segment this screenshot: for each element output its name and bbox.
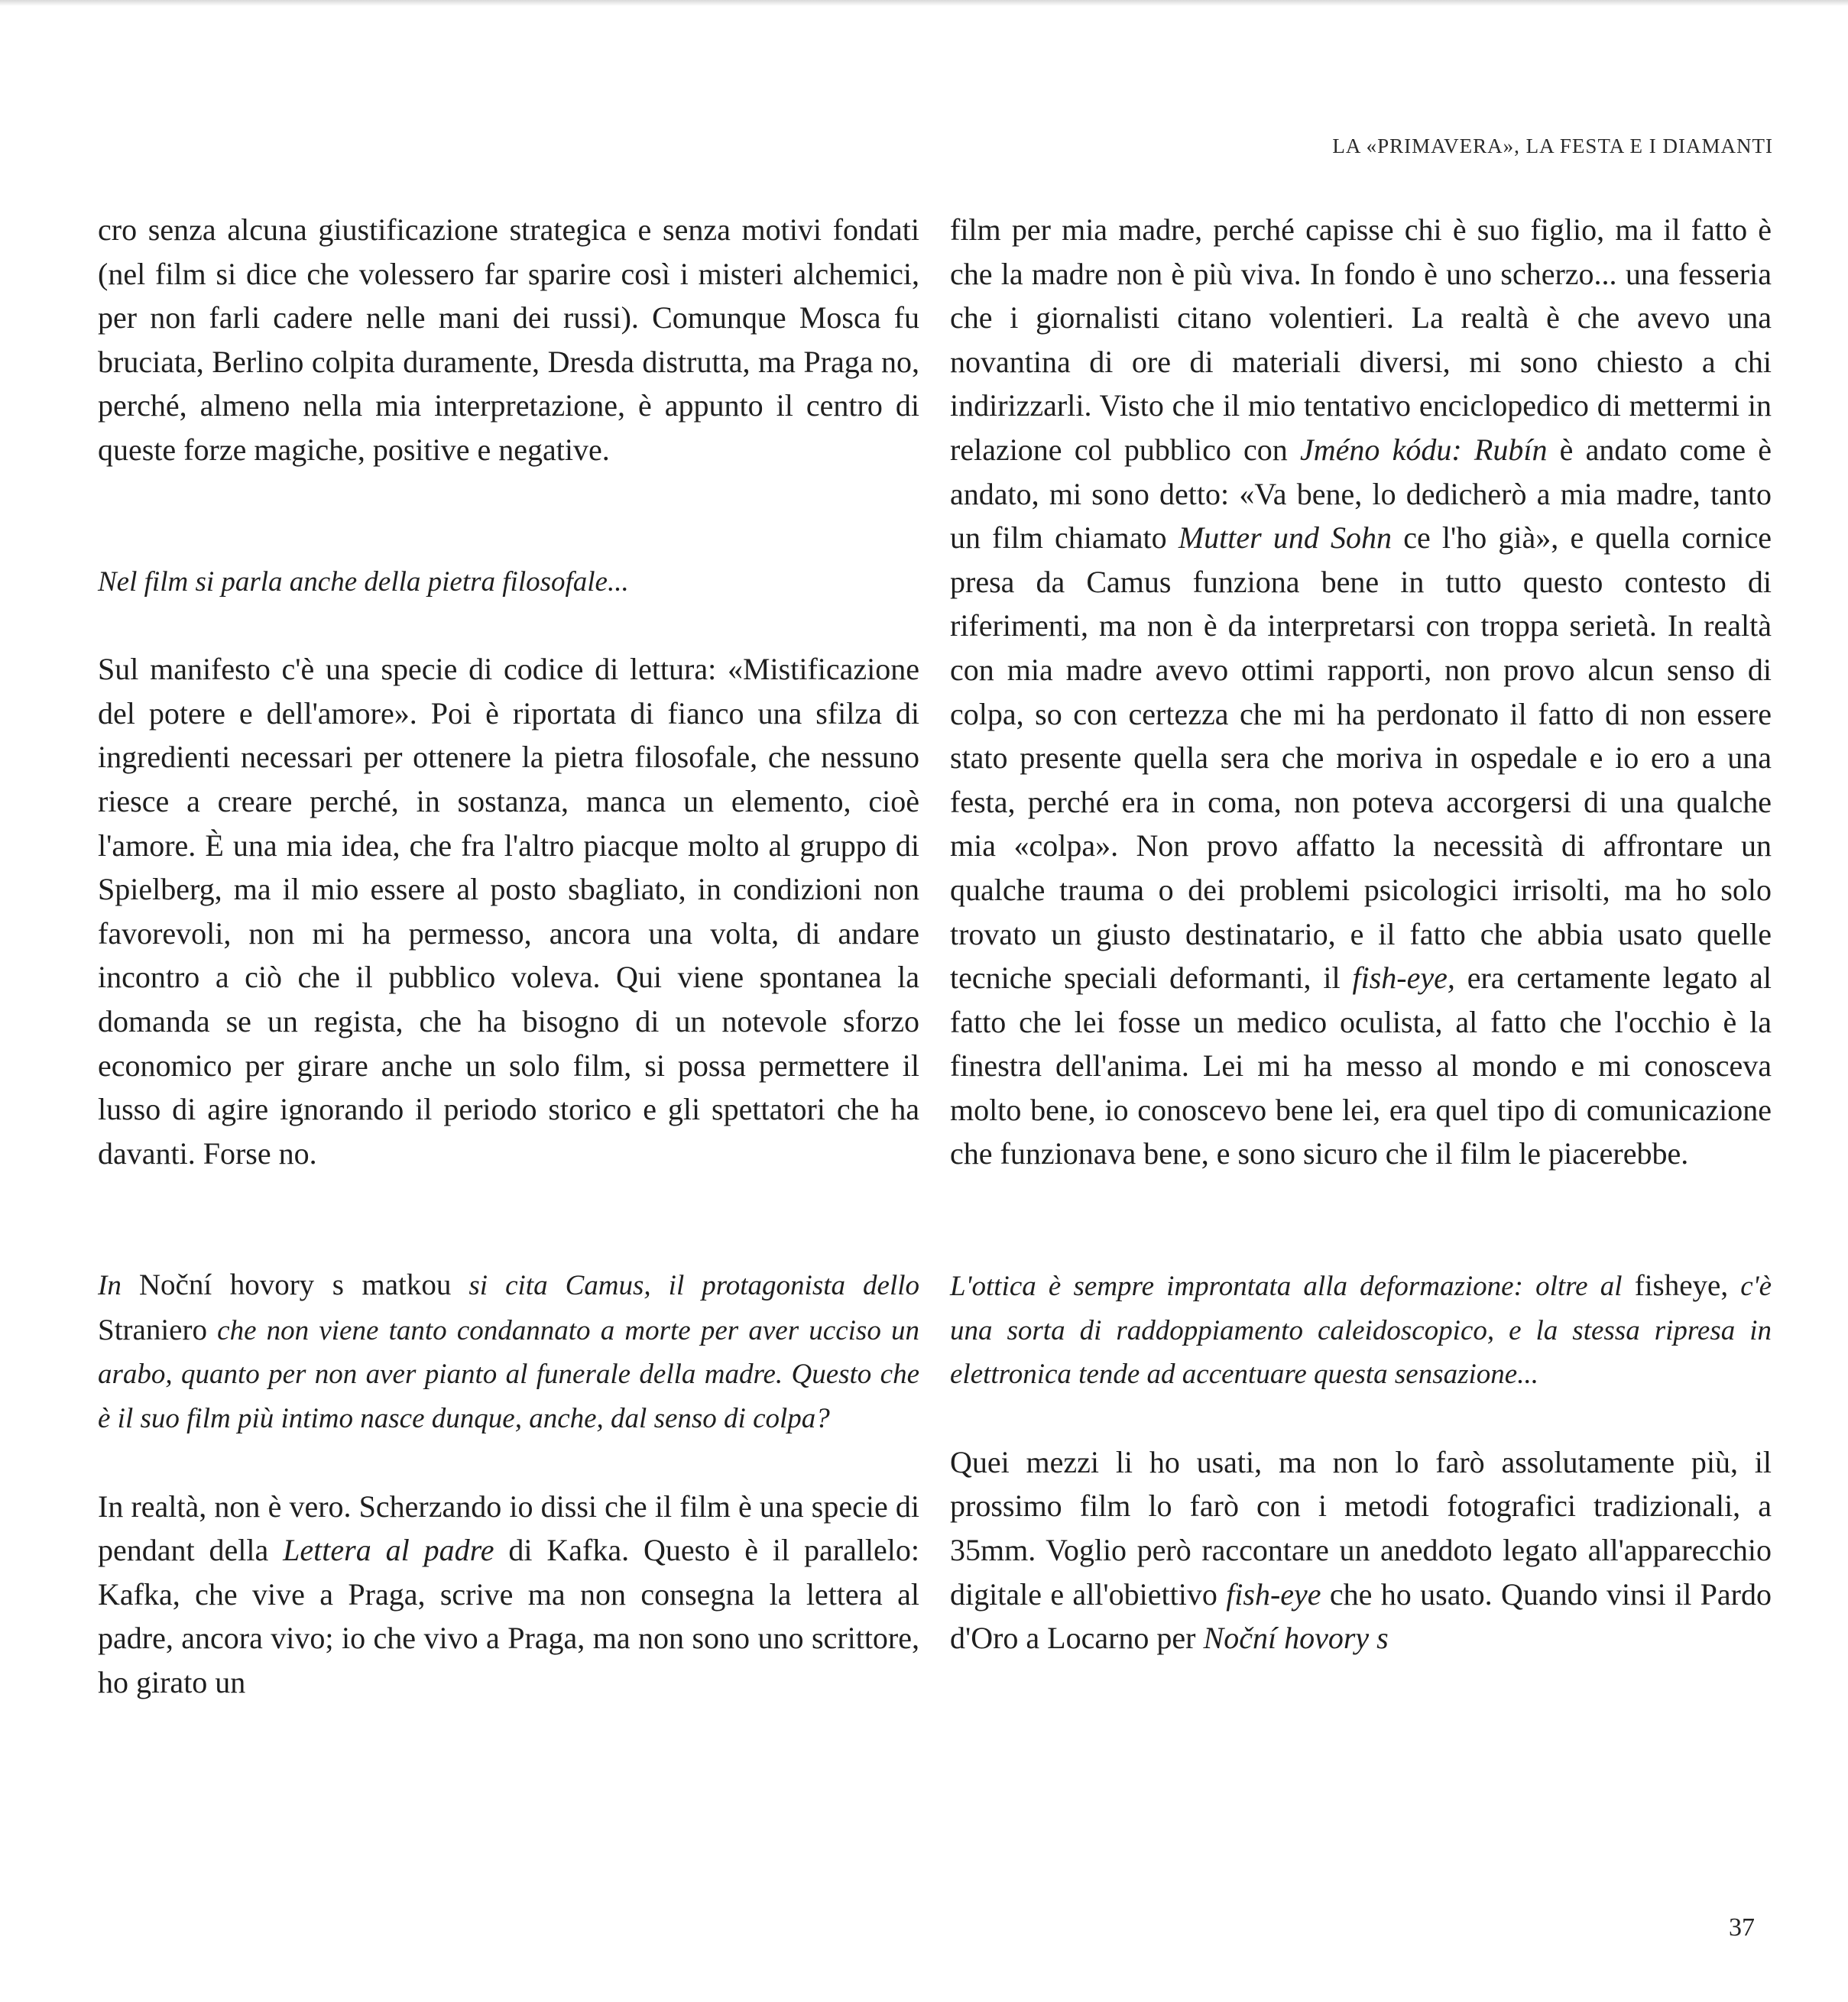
p3-part-c: di Kafka. Questo è il parallelo: Kafka, che vive a Praga, scrive ma non consegna la lettera al padre, ancora vivo; io che vivo a Praga, ma non sono uno scrittore, ho girato un (98, 1533, 920, 1700)
q2-part-a: In (98, 1270, 122, 1302)
rp1-part-a: film per mia madre, perché capisse chi è suo figlio, ma il fatto è che la madre non è più viva. In fondo è uno scherzo... una fesseria che i giornalisti citano volentieri. La realtà è che avevo una novantina di ore di materiali diversi, mi sono chiesto a chi indirizzarli. Visto che il mio tentativo enciclopedico di mettermi in relazione col pubblico con (950, 212, 1772, 467)
term-fisheye: fisheye, (1634, 1269, 1729, 1303)
spacer (98, 472, 919, 560)
interview-question-1: Nel film si parla anche della pietra filosofale... (98, 565, 629, 598)
film-title-mutter-und-sohn: Mutter und Sohn (1178, 520, 1392, 556)
right-paragraph-2 (950, 1440, 1772, 1660)
rq1-part-a: L'ottica è sempre improntata alla deformazione: oltre al (950, 1271, 1623, 1303)
running-head: LA «PRIMAVERA», LA FESTA E I DIAMANTI (1332, 134, 1773, 157)
film-title-nocni-hovory: Noční hovory s (1203, 1621, 1389, 1656)
spacer (98, 1175, 919, 1263)
spacer (950, 1397, 1772, 1440)
book-title-straniero: Straniero (98, 1313, 207, 1346)
film-title-jmeno-kodu-rubin: Jméno kódu: Rubín (1300, 432, 1548, 467)
page-top-edge (0, 0, 1848, 6)
right-paragraph-1 (950, 208, 1772, 1176)
book-title-lettera-al-padre: Lettera al padre (283, 1533, 494, 1568)
spacer (98, 1441, 919, 1485)
interview-question-2 (98, 1263, 919, 1440)
p3-part-a: In realtà, non è vero. Scherzando io dissi che il film è una specie di pendant della (98, 1489, 919, 1568)
rp2-part-c: che ho usato. Quando vinsi il Pardo d'Oro a Locarno per (950, 1576, 1772, 1656)
left-paragraph-3 (98, 1485, 919, 1705)
rp1-part-g: era certamente legato al fatto che lei fosse un medico oculista, al fatto che l'occhio è la finestra dell'anima. Lei mi ha messo al mondo e mi conosceva molto bene, io conoscevo bene lei, era quel tipo di comunicazione che funzionava bene, e sono sicuro che il film le piacerebbe. (950, 961, 1772, 1171)
q2-part-c: si cita Camus, il protagonista dello (468, 1270, 920, 1302)
page-number: 37 (1729, 1913, 1755, 1942)
rp1-part-e: ce l'ho già», e quella cornice presa da Camus funziona bene in tutto questo contesto di riferimenti, ma non è da interpretarsi con troppa serietà. In realtà con mia madre avevo ottimi rapporti, non provo alcun senso di colpa, so con certezza che mi ha perdonato il fatto di non essere stato presente quella sera che moriva in ospedale e io ero a una festa, perché era in coma, non poteva accorgersi di una qualche mia «colpa». Non provo affatto la necessità di affrontare un qualche trauma o dei problemi psicologici irrisolti, ma ho solo trovato un giusto destinatario, e il fatto che abbia usato quelle tecniche speciali deformanti, il (950, 520, 1772, 996)
rp2-part-a: Quei mezzi li ho usati, ma non lo farò assolutamente più, il prossimo film lo farò con i metodi fotografici tradizionali, a 35mm. Voglio però raccontare un aneddoto legato all'apparecchio digitale e all'obiettivo (950, 1444, 1772, 1612)
rp1-part-c: è andato come è andato, mi sono detto: «Va bene, lo dedicherò a mia madre, tanto un film chiamato (950, 432, 1772, 556)
spacer (98, 604, 919, 647)
spacer (950, 1176, 1772, 1264)
rq1-part-c: c'è una sorta di raddoppiamento caleidoscopico, e la stessa ripresa in elettronica tende ad accentuare questa sensazione... (950, 1271, 1772, 1391)
interview-question-3 (950, 1264, 1772, 1397)
left-paragraph-2: Sul manifesto c'è una specie di codice di lettura: «Mistificazione del potere e dell'amore». Poi è riportata di fianco una sfilza di ingredienti necessari per ottenere la pietra filosofale, che nessuno riesce a creare perché, in sostanza, manca un elemento, cioè l'amore. È una mia idea, che fra l'altro piacque molto al gruppo di Spielberg, ma il mio essere al posto sbagliato, in condizioni non favorevoli, non mi ha permesso, ancora una volta, di andare incontro a ciò che il pubblico voleva. Qui viene spontanea la domanda se un regista, che ha bisogno di un notevole sforzo economico per girare anche un solo film, si possa permettere il lusso di agire ignorando il periodo storico e gli spettatori che ha davanti. Forse no. (98, 652, 919, 1171)
right-column (950, 208, 1772, 1660)
q2-part-e: che non viene tanto condannato a morte per aver ucciso un arabo, quanto per non aver pianto al funerale della madre. Questo che è il suo film più intimo nasce dunque, anche, dal senso di colpa? (98, 1314, 919, 1435)
left-paragraph-1: cro senza alcuna giustificazione strategica e senza motivi fondati (nel film si dice che volessero far sparire così i misteri alchemici, per non farli cadere nelle mani dei russi). Comunque Mosca fu bruciata, Berlino colpita duramente, Dresda distrutta, ma Praga no, perché, almeno nella mia interpretazione, è appunto il centro di queste forze magiche, positive e negative. (98, 212, 919, 467)
term-fish-eye: fish-eye, (1352, 961, 1455, 996)
film-title-nocni-hovory: Noční hovory s matkou (138, 1268, 452, 1302)
term-fish-eye: fish-eye (1226, 1576, 1321, 1612)
left-column (98, 208, 919, 1705)
